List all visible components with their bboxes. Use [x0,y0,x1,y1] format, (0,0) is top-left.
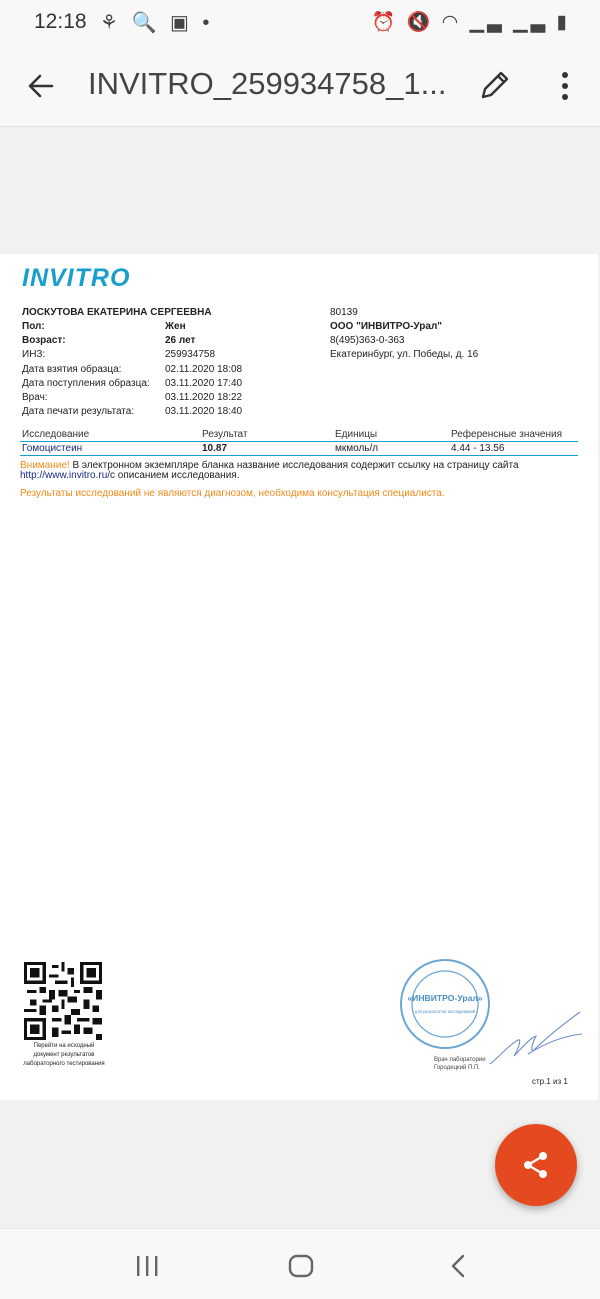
test-reference: 4.44 - 13.56 [451,443,505,454]
notice-text-2: с описанием исследования. [110,470,240,481]
lab-code: 80139 [330,307,358,318]
attention-label: Внимание! [20,460,70,471]
invitro-link[interactable]: http://www.invitro.ru/ [20,470,111,481]
inz-label: ИНЗ: [22,349,46,360]
system-icons: ⏰ 🔇 ◠ ▁▃ ▁▃ ▮ [371,12,570,33]
received-date-value: 03.11.2020 17:40 [165,378,243,389]
received-date-label: Дата поступления образца: [22,378,150,389]
share-button[interactable] [495,1124,577,1206]
more-vert-icon [550,66,580,106]
disclaimer: Результаты исследований не являются диагнозом, необходима консультация специалиста. [20,488,445,499]
document-page[interactable] [0,254,598,1100]
test-units: мкмоль/л [335,443,379,454]
navigation-bar [0,1228,600,1299]
doctor-name: Городецкий П.П. [434,1065,480,1071]
test-name-link[interactable]: Гомоцистеин [22,443,83,454]
nav-back-button[interactable] [446,1251,470,1281]
test-result: 10.87 [202,443,228,454]
qr-code[interactable] [24,962,102,1040]
app-bar [0,44,600,127]
taken-date-value: 02.11.2020 18:08 [165,364,243,375]
lab-stamp [398,957,492,1051]
doctor-caption [434,1056,486,1072]
age-label: Возраст: [22,335,66,346]
lab-phone: 8(495)363-0-363 [330,335,405,346]
col-header-units: Единицы [335,429,378,440]
doctor-value: 03.11.2020 18:22 [165,392,243,403]
pencil-icon [476,66,514,104]
recent-apps-icon [132,1253,162,1279]
document-title: INVITRO_259934758_1... [88,66,447,101]
recent-apps-button[interactable] [132,1253,162,1279]
status-bar [0,0,600,44]
invitro-logo: INVITRO [22,264,131,292]
status-time: 12:18 [34,10,87,33]
col-header-result: Результат [202,429,248,440]
inz-value: 259934758 [165,349,216,360]
edit-button[interactable] [476,66,514,104]
lab-name: ООО "ИНВИТРО-Урал" [330,321,443,332]
col-header-test: Исследование [22,429,90,440]
printed-date-label: Дата печати результата: [22,406,135,417]
lab-address: Екатеринбург, ул. Победы, д. 16 [330,349,479,360]
table-row-divider [20,455,578,456]
home-icon [286,1251,316,1281]
qr-caption-line: документ результатов [33,1052,95,1058]
share-icon [521,1150,551,1180]
taken-date-label: Дата взятия образца: [22,364,122,375]
age-value: 26 лет [165,335,196,346]
stamp-text: «ИНВИТРО-Урал» [407,993,483,1003]
more-options-button[interactable] [550,66,580,106]
patient-name: ЛОСКУТОВА ЕКАТЕРИНА СЕРГЕЕВНА [22,307,212,318]
sex-label: Пол: [22,321,45,332]
home-button[interactable] [286,1251,316,1281]
doctor-label: Врач: [22,392,48,403]
col-header-reference: Референсные значения [451,429,563,440]
chevron-left-icon [446,1251,470,1281]
doctor-signature [488,1004,584,1072]
table-header-divider [20,441,578,442]
notification-icons: ⚘ 🔍 ▣ • [100,12,214,34]
qr-caption-line: лабораторного тестирования [23,1061,105,1067]
qr-caption [18,1042,110,1069]
back-button[interactable] [22,66,62,106]
notice-text: В электронном экземпляре бланка название исследования содержит ссылку на страницу сайта [69,460,519,471]
qr-caption-line: Перейти на исходный [33,1043,95,1049]
page-number: стр.1 из 1 [532,1077,568,1086]
arrow-back-icon [22,66,62,106]
printed-date-value: 03.11.2020 18:40 [165,406,243,417]
doctor-role: Врач лаборатории [434,1057,486,1063]
stamp-small-text: для результатов исследований [414,1009,476,1014]
notice-line-2 [20,470,239,481]
sex-value: Жен [165,321,186,332]
